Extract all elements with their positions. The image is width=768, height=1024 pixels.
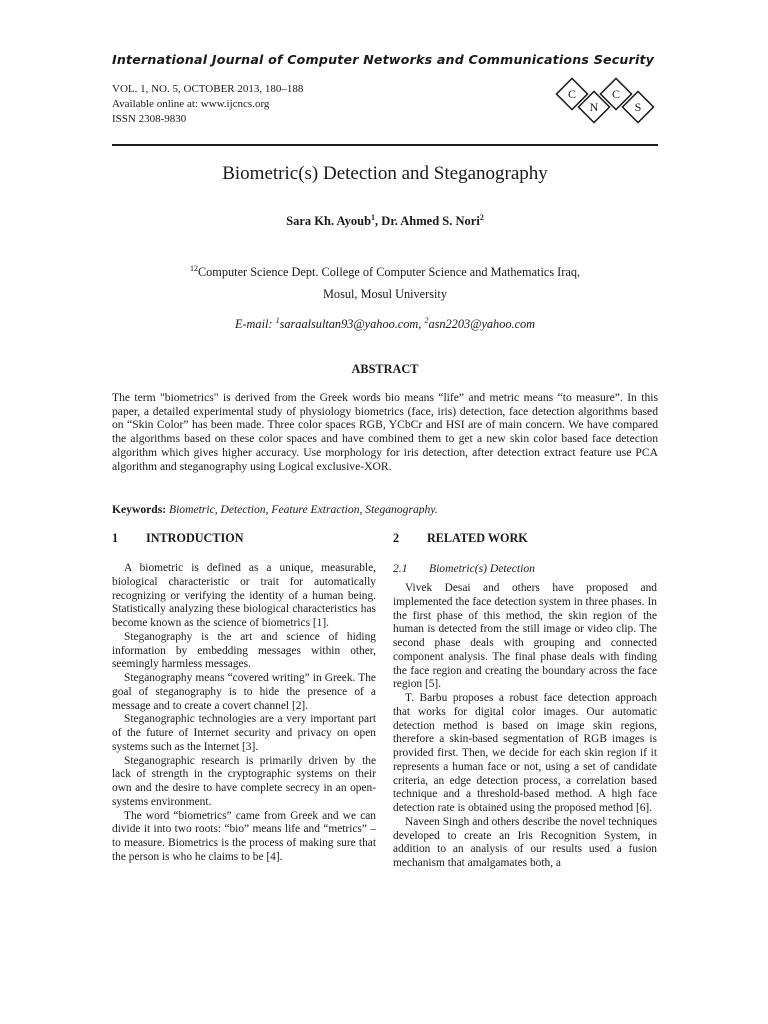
intro-paragraph: A biometric is defined as a unique, measurable, biological characteristic or trait for automatically recognizing or verifying the identity of a human being. Statistically analyzing these biological characteristics has become known as the science of biometrics [1]. (112, 562, 376, 629)
affiliation (112, 258, 658, 305)
author-line (112, 213, 658, 229)
logo-letter-c1: C (567, 87, 577, 101)
volume-line: VOL. 1, NO. 5, OCTOBER 2013, 180–188 (112, 83, 304, 95)
author-2: Dr. Ahmed S. Nori (381, 214, 480, 229)
affiliation-line-2: Mosul, Mosul University (322, 287, 447, 302)
affiliation-sup: 12 (189, 264, 198, 273)
author-separator: , (375, 214, 382, 229)
email-2-sup: 2 (424, 316, 429, 325)
author-1: Sara Kh. Ayoub (286, 214, 372, 229)
keywords-line (112, 503, 658, 517)
related-paragraph: T. Barbu proposes a robust face detection approach that works for digital color images. Our automatic detection method is based on image skin regions, therefore a skin-based segmentation of RGB images is provided first. Then, we decide for each skin region if it represents a human face or not, using a set of candidate criteria, an edge detection process, a correlation based technique and a threshold-based method. A high face detection rate is obtained using the proposed method [6]. (393, 692, 657, 814)
related-paragraph: Naveen Singh and others describe the novel techniques developed to create an Iris Recognition System, in addition to an analysis of our results used a fusion mechanism that amalgamates both, a (393, 815, 657, 869)
intro-paragraph: Steganography is the art and science of hiding information by embedding messages within other, seemingly harmless messages. (112, 630, 376, 671)
author-2-sup: 2 (479, 213, 484, 222)
intro-paragraph: Steganographic technologies are a very important part of the future of Internet security and privacy on open systems such as the Internet [3]. (112, 713, 376, 753)
abstract-body: The term "biometrics" is derived from the Greek words bio means “life” and metric means “to measure”. In this paper, a detailed experimental study of physiology biometrics (face, iris) detection, face detection algorithms based on “Skin Color” has been made. Three color spaces RGB, YCbCr and HSI are of main concern. We have compared the algorithms based on these color spaces and have combined them to get a new skin color based face detection algorithm which gives higher accuracy. Use morphology for iris detection, after detection extract feature use PCA algorithm and steganography using Logical exclusive-XOR. (112, 391, 658, 473)
author-1-sup: 1 (371, 213, 376, 222)
email-prefix: E-mail: (234, 317, 276, 332)
intro-paragraph: Steganography means “covered writing” in Greek. The goal of steganography is to hide the presence of a message and to create a covert channel [2]. (112, 672, 376, 712)
logo-letter-n: N (589, 100, 599, 114)
keywords-label: Keywords: (112, 503, 167, 516)
section-number: 1 (112, 531, 119, 545)
section-heading-introduction (112, 532, 376, 552)
email-1-sup: 1 (275, 316, 280, 325)
intro-paragraph: Steganographic research is primarily driven by the lack of strength in the cryptographic systems on their own and the desire to have complete secrecy in an open-systems environment. (112, 754, 376, 808)
keywords-text: Biometric, Detection, Feature Extraction, Steganography. (166, 503, 438, 516)
subsection-heading (393, 562, 657, 582)
related-paragraph: Vivek Desai and others have proposed and implemented the face detection system in three phases. In the first phase of this method, the skin region of the human is detected from the still image or video clip. The second phase deals with grouping and connected component analysis. The final phase deals with finding the face region and creating the boundary across the face region [5]. (393, 582, 657, 691)
subsection-title: Biometric(s) Detection (429, 562, 535, 575)
abstract-heading: ABSTRACT (351, 362, 419, 376)
section-number: 2 (393, 531, 400, 545)
section-title: RELATED WORK (427, 531, 528, 545)
email-line (112, 316, 658, 332)
section-heading-related-work (393, 532, 657, 552)
publication-info (112, 82, 303, 127)
journal-title: International Journal of Computer Networks and Communications Security (112, 52, 655, 67)
email-1[interactable]: saraalsultan93@yahoo.com, (279, 317, 425, 332)
paper-title: Biometric(s) Detection and Steganography (222, 163, 548, 184)
left-column (112, 532, 376, 865)
subsection-number: 2.1 (393, 562, 408, 575)
right-column (393, 532, 657, 871)
logo-letter-c2: C (611, 87, 621, 101)
journal-logo (552, 74, 660, 124)
available-online-line: Available online at: www.ijcncs.org (112, 98, 270, 110)
issn-line: ISSN 2308-9830 (112, 113, 187, 125)
logo-letter-s: S (634, 100, 642, 114)
section-title: INTRODUCTION (146, 531, 244, 545)
header-rule (112, 144, 658, 146)
affiliation-line-1: Computer Science Dept. College of Computer Science and Mathematics Iraq, (197, 265, 581, 280)
email-2[interactable]: asn2203@yahoo.com (428, 317, 536, 332)
intro-paragraph: The word “biometrics” came from Greek and we can divide it into two roots: “bio” means life and “metrics” – to measure. Biometrics is the process of making sure that the person is who he claims to be [4]. (112, 809, 376, 863)
